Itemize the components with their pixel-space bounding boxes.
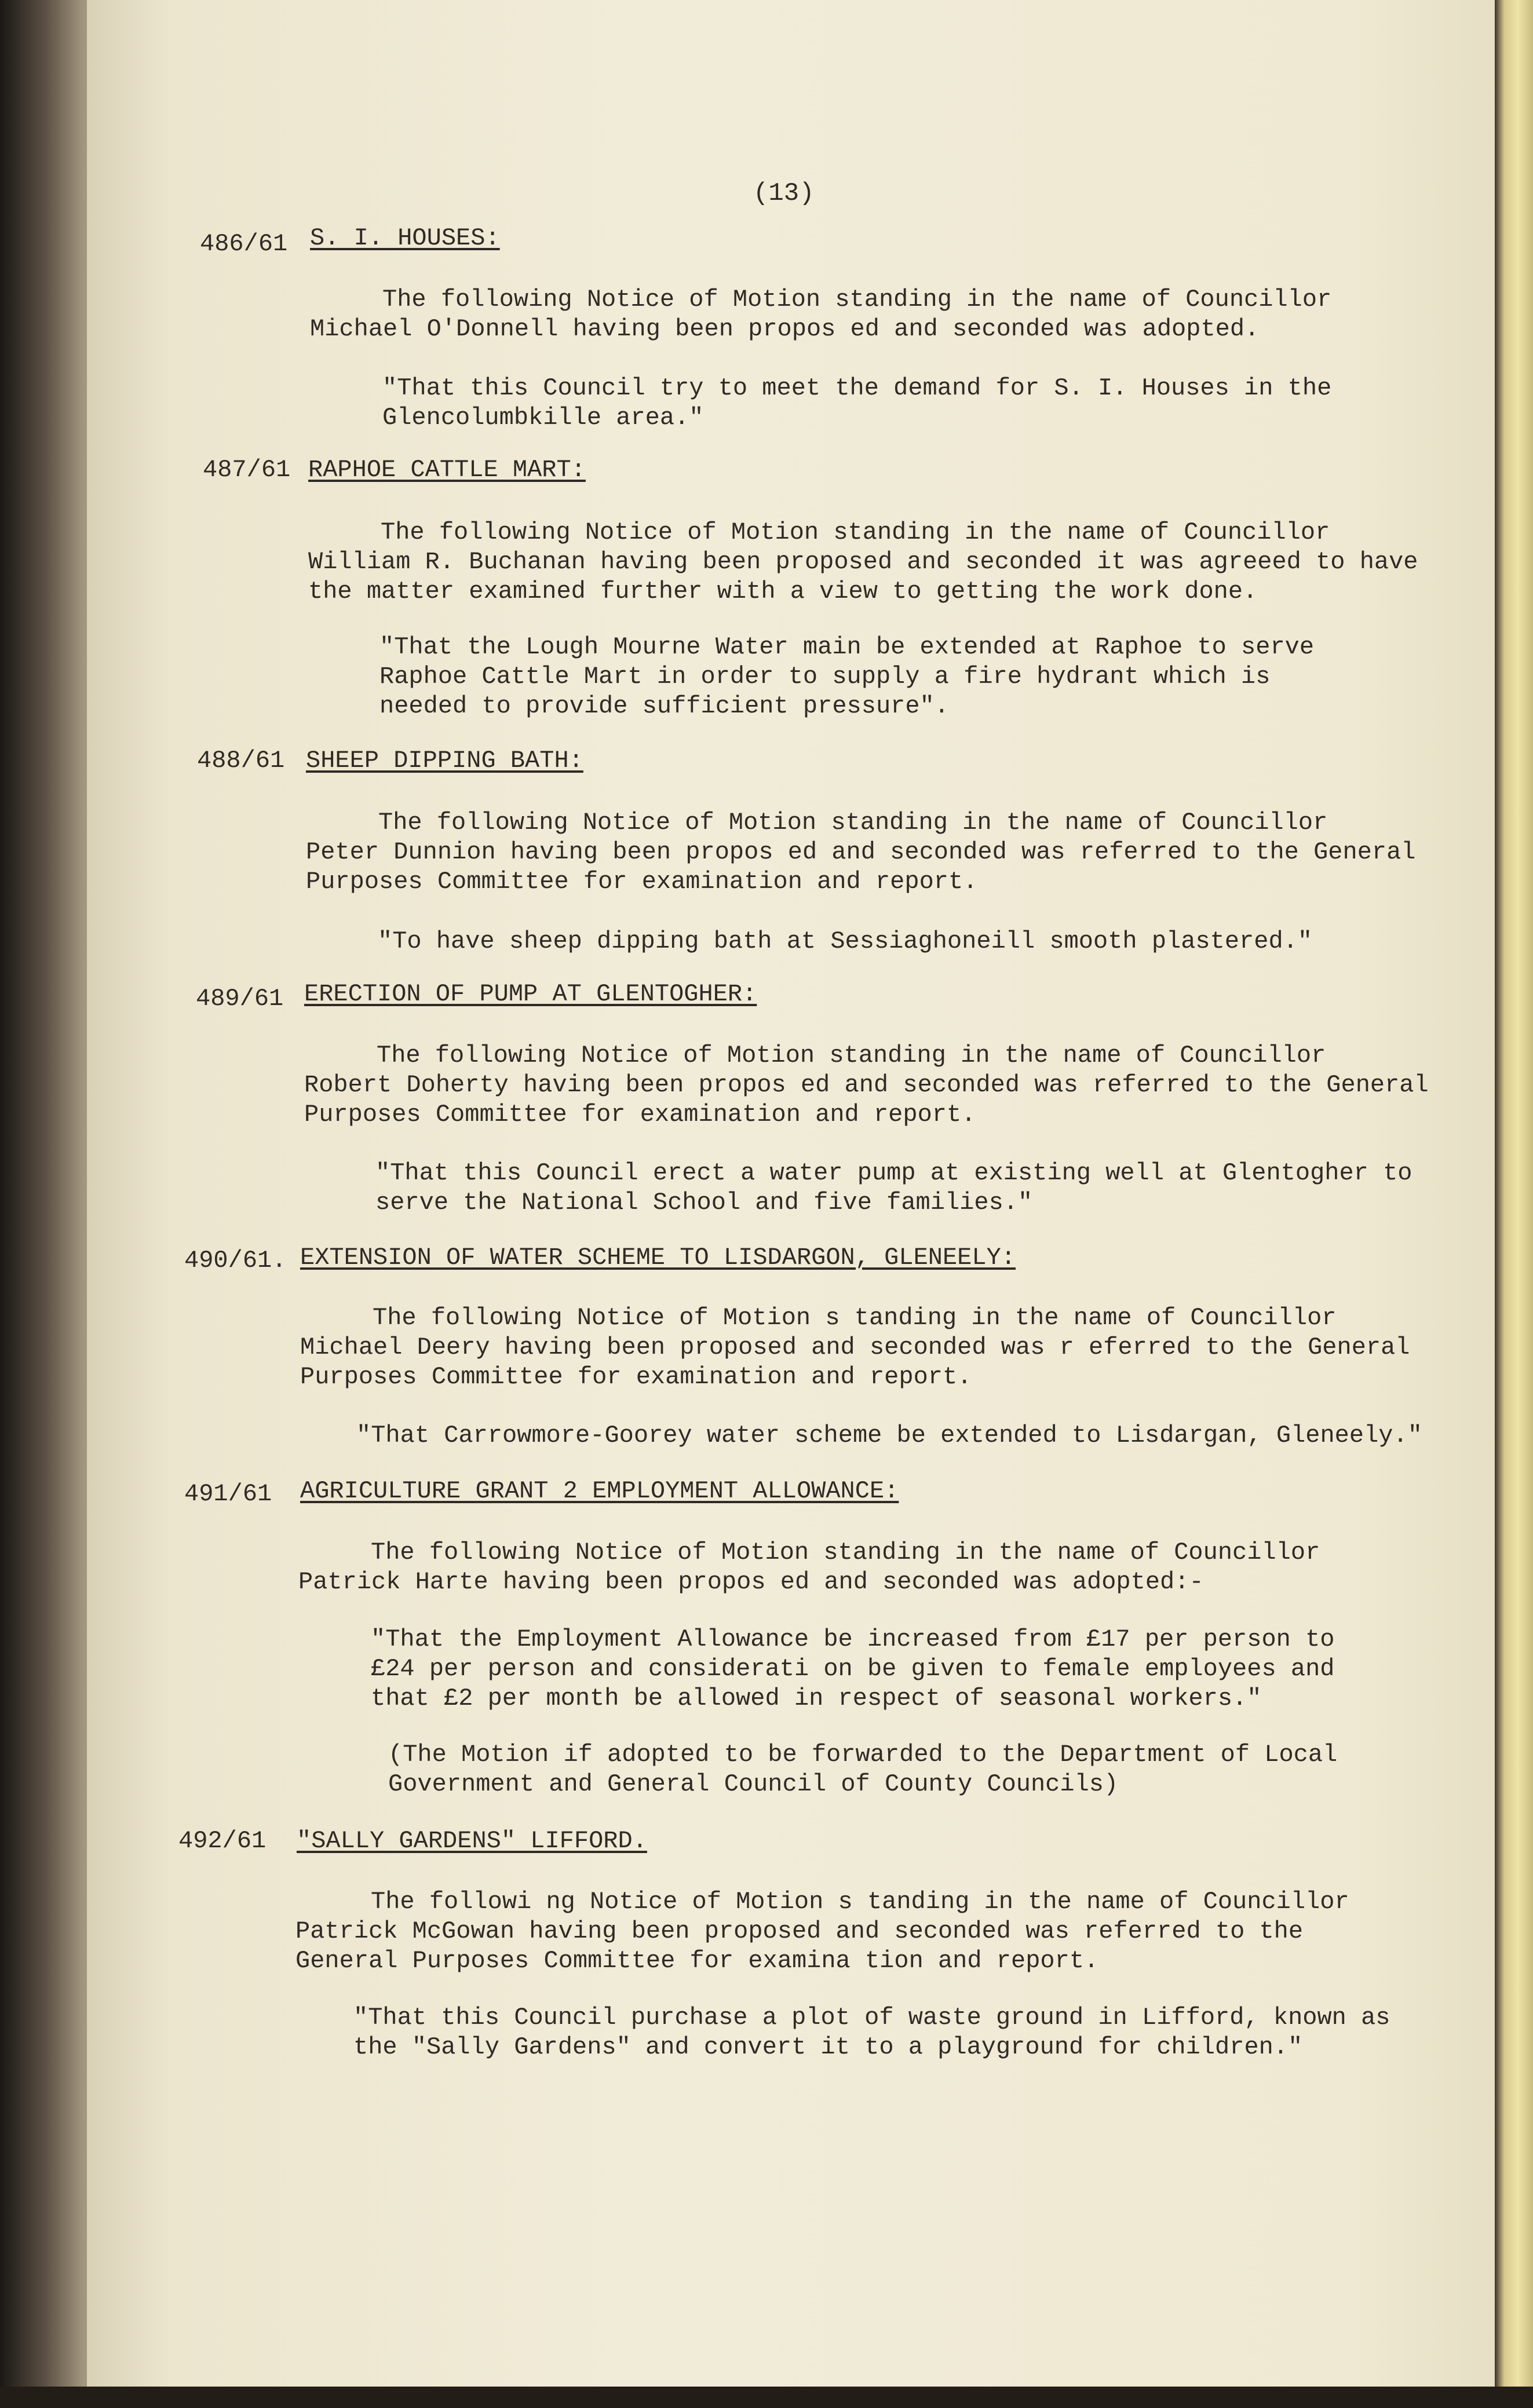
binding-shadow — [0, 0, 98, 2408]
item-quote: "That this Council purchase a plot of waste ground in Lifford, known as the "Sally Gardens" and convert it to a playground for children." — [353, 2004, 1390, 2061]
item-body: The following Notice of Motion s tanding in the name of Councillor Michael Deery having been proposed and seconded was r eferred to the General Purposes Committee for examination and report. — [300, 1304, 1410, 1391]
item-number: 492/61 — [178, 1827, 267, 1855]
item-body: The following Notice of Motion standing in the name of Councillor William R. Buchanan having been proposed and seconded it was agreeed to have the matter examined further with a view to getting the work done. — [308, 518, 1418, 605]
page-bottom — [0, 2387, 1533, 2408]
item-number: 490/61. — [184, 1247, 287, 1274]
item-body: The following Notice of Motion standing in the name of Councillor Michael O'Donnell having been propos ed and seconded was adopted. — [310, 286, 1332, 343]
item-quote: "That this Council try to meet the demand for S. I. Houses in the Glencolumbkille area." — [382, 374, 1332, 432]
item-number: 489/61 — [196, 985, 284, 1013]
item-quote: "That the Lough Mourne Water main be extended at Raphoe to serve Raphoe Cattle Mart in order to supply a fire hydrant which is needed to provide sufficient pressure". — [379, 633, 1315, 720]
item-heading: EXTENSION OF WATER SCHEME TO LISDARGON, GLENEELY: — [300, 1244, 1016, 1271]
item-number: 486/61 — [200, 230, 288, 258]
item-number: 488/61 — [197, 747, 285, 774]
item-quote: "That the Employment Allowance be increased from £17 per person to £24 per person and considerati on be given to female employees and that £2 per month be allowed in respect of seasonal workers." — [371, 1625, 1335, 1712]
item-body: The following Notice of Motion standing in the name of Councillor Patrick Harte having been propos ed and seconded was adopted:- — [298, 1539, 1320, 1596]
item-heading: "SALLY GARDENS" LIFFORD. — [297, 1827, 647, 1855]
item-body: The following Notice of Motion standing in the name of Councillor Peter Dunnion having been propos ed and seconded was referred to the General Purposes Committee for examination and report. — [306, 809, 1416, 896]
item-heading: SHEEP DIPPING BATH: — [306, 747, 583, 774]
item-number: 491/61 — [184, 1480, 272, 1508]
item-quote: "That this Council erect a water pump at existing well at Glentogher to serve the National School and five families." — [375, 1159, 1412, 1216]
item-heading: RAPHOE CATTLE MART: — [308, 456, 586, 484]
item-number: 487/61 — [203, 456, 291, 484]
item-note: (The Motion if adopted to be forwarded to the Department of Local Government and General Council of County Councils) — [388, 1741, 1338, 1798]
item-quote: "That Carrowmore-Goorey water scheme be extended to Lisdargan, Gleneely." — [356, 1422, 1422, 1449]
item-heading: AGRICULTURE GRANT 2 EMPLOYMENT ALLOWANCE: — [300, 1477, 899, 1505]
page-number: (13) — [753, 179, 815, 208]
item-heading: S. I. HOUSES: — [310, 224, 500, 252]
item-quote: "To have sheep dipping bath at Sessiaghoneill smooth plastered." — [378, 927, 1313, 955]
item-body: The followi ng Notice of Motion s tanding in the name of Councillor Patrick McGowan having been proposed and seconded was referred to the General Purposes Committee for examina tion and report. — [295, 1888, 1349, 1975]
page-edge — [1495, 0, 1533, 2408]
item-body: The following Notice of Motion standing in the name of Councillor Robert Doherty having been propos ed and seconded was referred to the General Purposes Committee for examination and report. — [304, 1042, 1429, 1128]
item-heading: ERECTION OF PUMP AT GLENTOGHER: — [304, 980, 757, 1008]
